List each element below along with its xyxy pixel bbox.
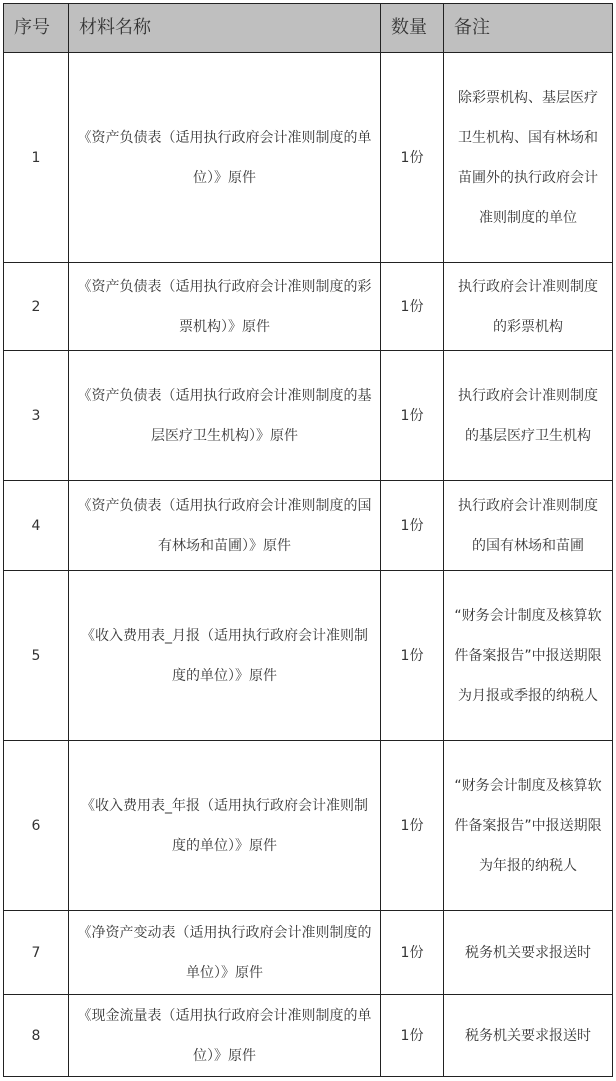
row-name: 《资产负债表（适用执行政府会计准则制度的彩票机构）》原件	[69, 263, 381, 351]
row-remark: 税务机关要求报送时	[444, 995, 613, 1077]
table-row	[4, 911, 613, 995]
row-qty: 1份	[381, 263, 444, 351]
table-row	[4, 741, 613, 911]
table-row	[4, 995, 613, 1077]
row-index: 3	[4, 351, 69, 481]
row-qty: 1份	[381, 571, 444, 741]
row-index: 4	[4, 481, 69, 571]
table-header-row	[4, 4, 613, 53]
header-remark: 备注	[444, 4, 613, 53]
row-index: 6	[4, 741, 69, 911]
table-row	[4, 263, 613, 351]
row-qty: 1份	[381, 741, 444, 911]
row-name: 《资产负债表（适用执行政府会计准则制度的国有林场和苗圃）》原件	[69, 481, 381, 571]
row-remark: “财务会计制度及核算软件备案报告”中报送期限为年报的纳税人	[444, 741, 613, 911]
row-qty: 1份	[381, 351, 444, 481]
row-qty: 1份	[381, 481, 444, 571]
row-qty: 1份	[381, 53, 444, 263]
row-remark: “财务会计制度及核算软件备案报告”中报送期限为月报或季报的纳税人	[444, 571, 613, 741]
row-qty: 1份	[381, 995, 444, 1077]
row-index: 5	[4, 571, 69, 741]
row-index: 8	[4, 995, 69, 1077]
table-row	[4, 351, 613, 481]
row-remark: 执行政府会计准则制度的彩票机构	[444, 263, 613, 351]
row-remark: 执行政府会计准则制度的基层医疗卫生机构	[444, 351, 613, 481]
header-qty: 数量	[381, 4, 444, 53]
row-name: 《收入费用表_月报（适用执行政府会计准则制度的单位）》原件	[69, 571, 381, 741]
row-index: 2	[4, 263, 69, 351]
table-row	[4, 571, 613, 741]
table-row	[4, 53, 613, 263]
row-name: 《现金流量表（适用执行政府会计准则制度的单位）》原件	[69, 995, 381, 1077]
row-name: 《收入费用表_年报（适用执行政府会计准则制度的单位）》原件	[69, 741, 381, 911]
header-name: 材料名称	[69, 4, 381, 53]
row-name: 《资产负债表（适用执行政府会计准则制度的单位）》原件	[69, 53, 381, 263]
row-remark: 执行政府会计准则制度的国有林场和苗圃	[444, 481, 613, 571]
row-index: 7	[4, 911, 69, 995]
header-index: 序号	[4, 4, 69, 53]
table-row	[4, 481, 613, 571]
row-name: 《资产负债表（适用执行政府会计准则制度的基层医疗卫生机构）》原件	[69, 351, 381, 481]
row-qty: 1份	[381, 911, 444, 995]
materials-table	[3, 3, 613, 1077]
row-name: 《净资产变动表（适用执行政府会计准则制度的单位）》原件	[69, 911, 381, 995]
row-remark: 税务机关要求报送时	[444, 911, 613, 995]
row-index: 1	[4, 53, 69, 263]
row-remark: 除彩票机构、基层医疗卫生机构、国有林场和苗圃外的执行政府会计准则制度的单位	[444, 53, 613, 263]
